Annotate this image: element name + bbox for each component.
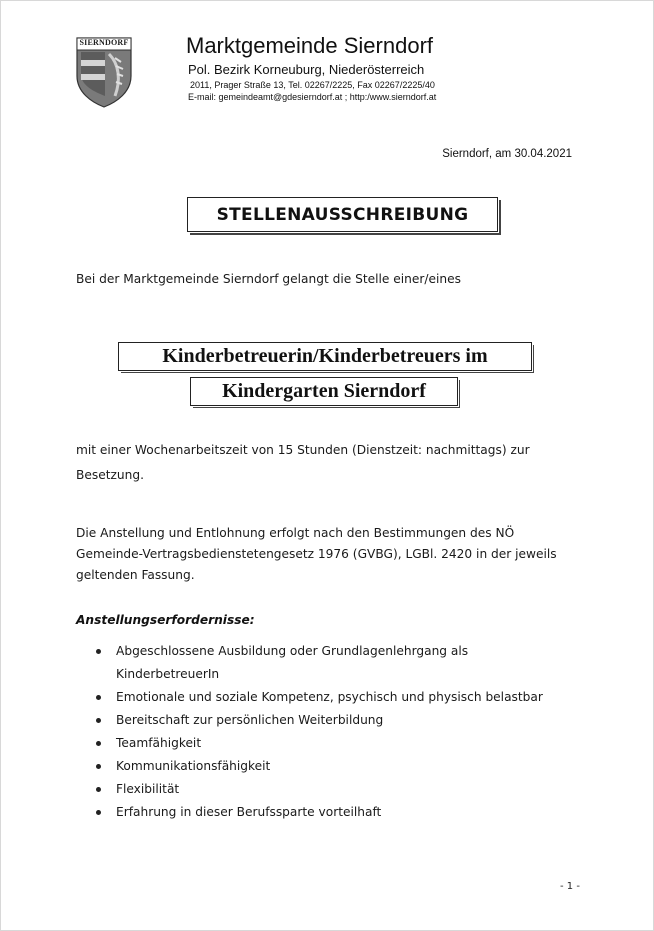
- position-title-line1-text: Kinderbetreuerin/Kinderbetreuers im: [162, 345, 488, 367]
- list-item-text: Abgeschlossene Ausbildung oder Grundlagenlehrgang als: [116, 644, 469, 658]
- list-item: [96, 801, 543, 824]
- paragraph1-line1: mit einer Wochenarbeitszeit von 15 Stunden (Dienstzeit: nachmittags) zur: [76, 443, 530, 457]
- municipality-title: Marktgemeinde Sierndorf: [186, 33, 434, 58]
- crest-label: SIERNDORF: [79, 38, 129, 47]
- position-title-line2: [190, 377, 458, 406]
- list-item: [96, 778, 543, 801]
- bullet-icon: [96, 649, 101, 654]
- list-item-continuation: [96, 663, 543, 686]
- address-line: 2011, Prager Straße 13, Tel. 02267/2225, Fax 02267/2225/40: [190, 80, 435, 90]
- list-item-text: Bereitschaft zur persönlichen Weiterbildung: [116, 713, 384, 727]
- list-item-text: Flexibilität: [116, 782, 180, 796]
- list-item: [96, 640, 543, 663]
- list-item: [96, 732, 543, 755]
- list-item: [96, 755, 543, 778]
- coat-of-arms-logo: [75, 36, 133, 108]
- position-title-line2-text: Kindergarten Sierndorf: [222, 380, 426, 402]
- paragraph2-line3: geltenden Fassung.: [76, 568, 195, 582]
- list-item: [96, 709, 543, 732]
- list-item-text: Erfahrung in dieser Berufssparte vorteilhaft: [116, 805, 382, 819]
- bullet-icon: [96, 810, 101, 815]
- bullet-icon: [96, 695, 101, 700]
- list-item-text: Kommunikationsfähigkeit: [116, 759, 271, 773]
- bullet-icon: [96, 787, 101, 792]
- bullet-icon: [96, 764, 101, 769]
- contact-line: E-mail: gemeindeamt@gdesierndorf.at ; http:/www.sierndorf.at: [188, 92, 437, 102]
- page-number: - 1 -: [560, 881, 580, 892]
- job-posting-heading: [187, 197, 498, 232]
- requirements-list: [96, 640, 543, 824]
- date-line: Sierndorf, am 30.04.2021: [442, 148, 572, 160]
- bullet-icon: [96, 718, 101, 723]
- heading-text: STELLENAUSSCHREIBUNG: [216, 204, 469, 225]
- paragraph2-line2: Gemeinde-Vertragsbedienstetengesetz 1976 (GVBG), LGBl. 2420 in der jeweils: [76, 547, 557, 561]
- intro-text: Bei der Marktgemeinde Sierndorf gelangt die Stelle einer/eines: [76, 272, 461, 286]
- district-subtitle: Pol. Bezirk Korneuburg, Niederösterreich: [188, 62, 425, 77]
- list-item-text: Teamfähigkeit: [116, 736, 202, 750]
- paragraph2-line1: Die Anstellung und Entlohnung erfolgt nach den Bestimmungen des NÖ: [76, 526, 515, 540]
- list-item-text: KinderbetreuerIn: [116, 667, 220, 681]
- list-item: [96, 686, 543, 709]
- bullet-icon: [96, 741, 101, 746]
- paragraph1-line2: Besetzung.: [76, 468, 144, 482]
- list-item-text: Emotionale und soziale Kompetenz, psychisch und physisch belastbar: [116, 690, 543, 704]
- requirements-title: Anstellungserfordernisse:: [76, 613, 255, 627]
- position-title-line1: [118, 342, 532, 371]
